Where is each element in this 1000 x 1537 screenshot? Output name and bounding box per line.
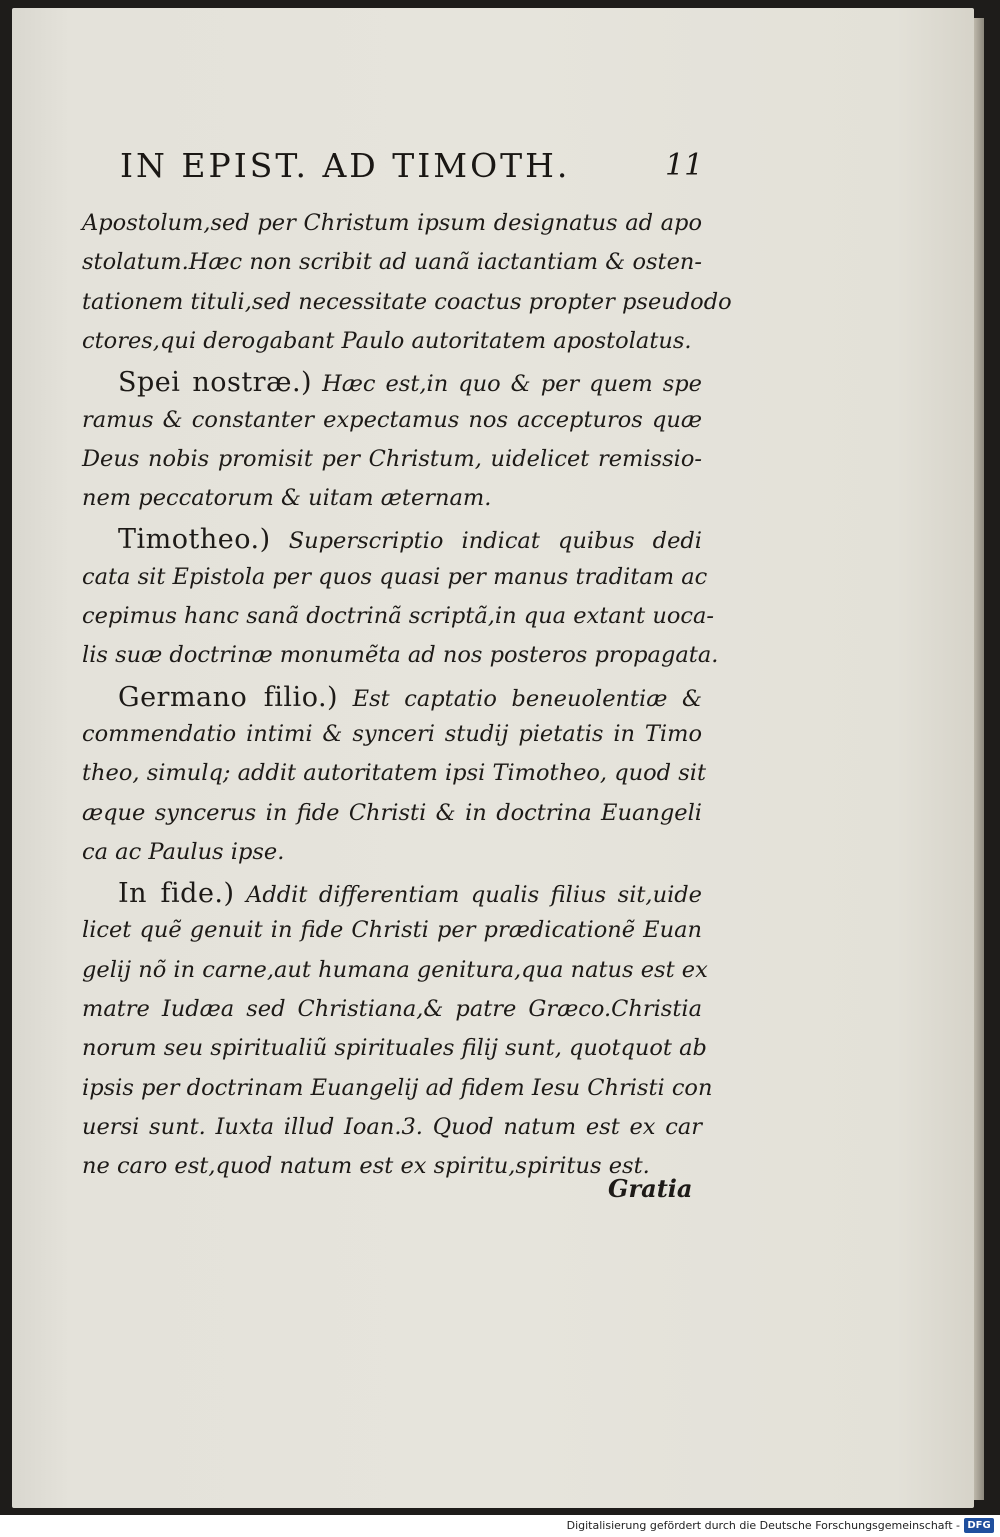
- lemma-heading: Timotheo.): [118, 524, 271, 556]
- text-line: [82, 563, 708, 590]
- text-line: [82, 1035, 707, 1062]
- text-line: [118, 682, 702, 713]
- lemma-heading: In fide.): [118, 878, 235, 910]
- line-text: nem peccatorum & uitam æternam.: [82, 485, 492, 512]
- line-text: licet quẽ genuit in fide Christi per prædicationẽ Euan: [82, 917, 702, 944]
- text-line: [82, 760, 707, 787]
- line-text: cepimus hanc sanã doctrinã scriptã,in qua extant uoca-: [82, 603, 715, 629]
- catchword: Gratia: [608, 1174, 693, 1203]
- line-text: Superscriptio indicat quibus dedi: [270, 528, 702, 555]
- text-line: [82, 642, 719, 669]
- line-text: Apostolum,sed per Christum ipsum designatus ad apo: [82, 210, 702, 236]
- text-line: [82, 839, 702, 865]
- line-text: lis suæ doctrinæ monumẽta ad nos posteros propagata.: [82, 642, 719, 669]
- text-line: [82, 1074, 713, 1101]
- text-line: [118, 524, 702, 555]
- dfg-logo-icon: DFG: [964, 1518, 994, 1533]
- text-line: [82, 603, 715, 629]
- line-text: commendatio intimi & synceri studij pietatis in Timo: [82, 720, 702, 747]
- text-line: [82, 288, 732, 315]
- line-text: Hæc est,in quo & per quem spe: [312, 371, 702, 398]
- line-text: theo, simulq; addit autoritatem ipsi Timotheo, quod sit: [82, 760, 707, 787]
- running-head-title: IN EPIST. AD TIMOTH.: [120, 146, 571, 185]
- line-text: matre Iudæa sed Christiana,& patre Græco.Christia: [82, 996, 702, 1022]
- footer-bar: [0, 1515, 1000, 1537]
- line-text: gelij nõ in carne,aut humana genitura,qua natus est ex: [82, 956, 708, 983]
- text-line: [82, 328, 702, 354]
- page-number: 11: [665, 148, 704, 183]
- line-text: cata sit Epistola per quos quasi per manus traditam ac: [82, 563, 708, 590]
- line-text: æque syncerus in fide Christi & in doctrina Euangeli: [82, 799, 702, 826]
- text-line: [82, 407, 702, 433]
- lemma-heading: Spei nostræ.): [118, 367, 313, 399]
- line-text: ca ac Paulus ipse.: [82, 838, 285, 865]
- line-text: ctores,qui derogabant Paulo autoritatem apostolatus.: [82, 327, 692, 354]
- text-line: [82, 1114, 702, 1140]
- text-line: [118, 367, 702, 398]
- footer-credit: Digitalisierung gefördert durch die Deutsche Forschungsgemeinschaft -: [566, 1519, 960, 1532]
- text-line: [82, 996, 702, 1022]
- text-line: [82, 446, 702, 472]
- line-text: Est captatio beneuolentiæ &: [338, 685, 702, 712]
- line-text: uersi sunt. Iuxta illud Ioan.3. Quod natum est ex car: [82, 1113, 702, 1140]
- text-line: [82, 249, 702, 275]
- text-line: [82, 956, 708, 983]
- text-line: [118, 878, 702, 909]
- line-text: stolatum.Hæc non scribit ad uanã iactantiam & osten-: [82, 249, 702, 276]
- line-text: tationem tituli,sed necessitate coactus propter pseudodo: [82, 288, 732, 315]
- line-text: Deus nobis promisit per Christum, uidelicet remissio-: [82, 445, 702, 472]
- text-line: [82, 917, 702, 943]
- text-line: [82, 800, 702, 826]
- line-text: ramus & constanter expectamus nos accepturos quæ: [82, 406, 702, 433]
- text-line: [82, 485, 702, 511]
- line-text: ipsis per doctrinam Euangelij ad fidem Iesu Christi con: [82, 1074, 713, 1101]
- line-text: norum seu spiritualiũ spirituales filij sunt, quotquot ab: [82, 1035, 707, 1062]
- text-line: [82, 721, 702, 747]
- text-line: [82, 210, 702, 236]
- line-text: Addit differentiam qualis filius sit,uide: [234, 882, 702, 909]
- line-text: ne caro est,quod natum est ex spiritu,spiritus est.: [82, 1153, 650, 1180]
- lemma-heading: Germano filio.): [118, 681, 339, 713]
